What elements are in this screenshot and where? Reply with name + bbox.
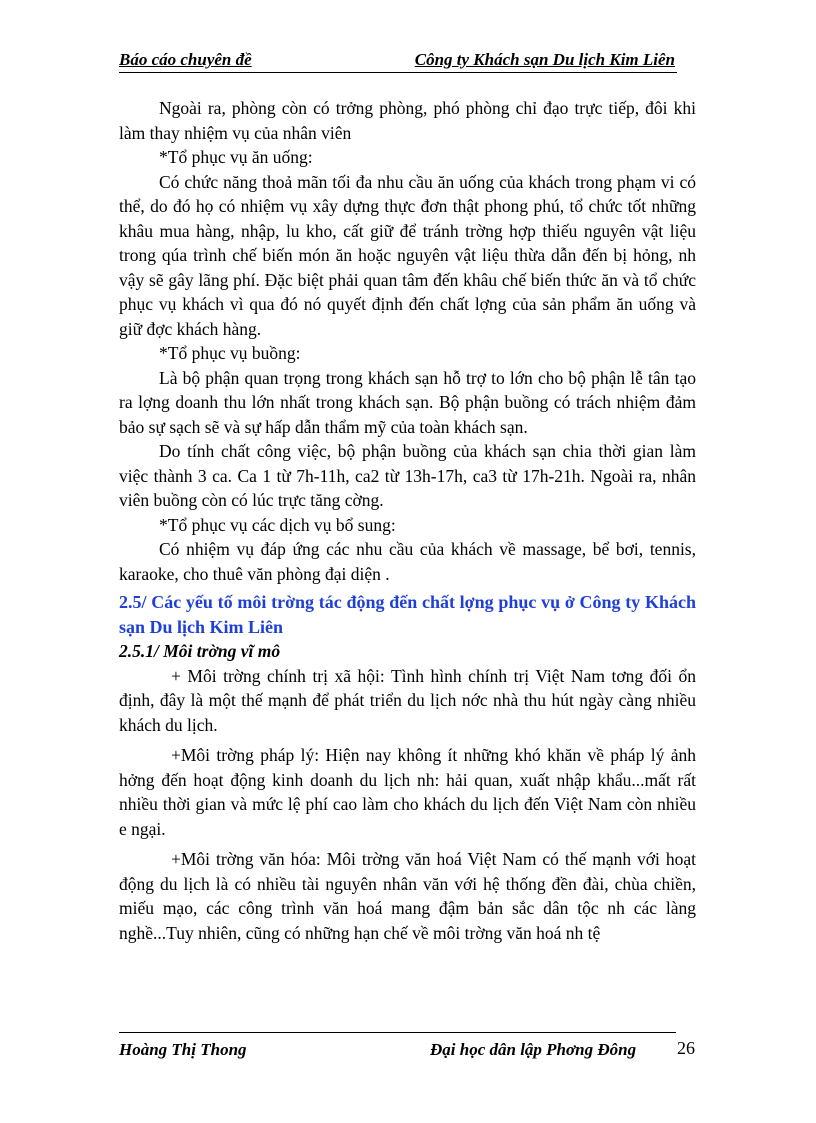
- header-rule: [119, 72, 677, 73]
- document-body: [119, 96, 696, 945]
- footer-school: Đại học dân lập Phơng Đông: [430, 1040, 637, 1059]
- paragraph: Có nhiệm vụ đáp ứng các nhu cầu của khách về massage, bể bơi, tennis, karaoke, cho thuê văn phòng đại diện .: [119, 539, 696, 584]
- section-heading: 2.5/ Các yếu tố môi trờng tác động đến chất lợng phục vụ ở Công ty Khách sạn Du lịch Kim Liên: [119, 592, 696, 637]
- paragraph: Là bộ phận quan trọng trong khách sạn hỗ trợ to lớn cho bộ phận lễ tân tạo ra lợng doanh thu lớn nhất trong khách sạn. Bộ phận buồng có trách nhiệm đảm bảo sự sạch sẽ và sự hấp dẫn thẩm mỹ của toàn khách sạn.: [119, 367, 696, 437]
- header-report-title: Báo cáo chuyên đề: [119, 50, 252, 69]
- page-header: [119, 50, 677, 76]
- header-company-name: Công ty Khách sạn Du lịch Kim Liên: [414, 50, 675, 69]
- footer-rule: [119, 1032, 676, 1033]
- paragraph: Do tính chất công việc, bộ phận buồng của khách sạn chia thời gian làm việc thành 3 ca. Ca 1 từ 7h-11h, ca2 từ 13h-17h, ca3 từ 17h-21h. Ngoài ra, nhân viên buồng còn có lúc trực tăng cờng.: [119, 441, 696, 510]
- paragraph: + Môi trờng chính trị xã hội: Tình hình chính trị Việt Nam tơng đối ổn định, đây là một thế mạnh để phát triển du lịch nớc nhà thu hút ngày càng nhiều khách du lịch.: [119, 665, 696, 735]
- paragraph: Ngoài ra, phòng còn có trởng phòng, phó phòng chỉ đạo trực tiếp, đôi khi làm thay nhiệm vụ của nhân viên: [119, 98, 696, 143]
- section-label-extra-services: *Tổ phục vụ các dịch vụ bổ sung:: [159, 514, 396, 535]
- paragraph: +Môi trờng văn hóa: Môi trờng văn hoá Việt Nam có thế mạnh với hoạt động du lịch là có nhiều tài nguyên nhân văn với hệ thống đền đài, chùa chiền, miếu mạo, các công trình văn hoá mang đậm bản sắc dân tộc nh các làng nghề...Tuy nhiên, cũng có những hạn chế về môi trờng văn hoá nh tệ: [119, 849, 696, 943]
- section-label-housekeeping: *Tổ phục vụ buồng:: [159, 343, 301, 363]
- footer-author: Hoàng Thị Thong: [119, 1040, 247, 1059]
- section-label-dining: *Tổ phục vụ ăn uống:: [159, 147, 313, 167]
- subsection-heading: 2.5.1/ Môi trờng vĩ mô: [119, 641, 281, 661]
- page-number: 26: [677, 1038, 695, 1058]
- paragraph: +Môi trờng pháp lý: Hiện nay không ít những khó khăn về pháp lý ảnh hởng đến hoạt động kinh doanh du lịch nh: hải quan, xuất nhập khẩu...mất rất nhiều thời gian và mức lệ phí cao làm cho khách du lịch đến Việt Nam còn nhiều e ngại.: [119, 745, 696, 839]
- paragraph: Có chức năng thoả mãn tối đa nhu cầu ăn uống của khách trong phạm vi có thể, do đó họ có nhiệm vụ xây dựng thực đơn thật phong phú, tổ chức tốt những khâu mua hàng, nhập, lu kho, cất giữ để tránh trờng hợp thiếu nguyên vật liệu trong qúa trình chế biến món ăn hoặc nguyên vật liệu thừa dẫn đến bị hỏng, nh vậy sẽ gây lãng phí. Đặc biệt phải quan tâm đến khâu chế biến thức ăn và tổ chức phục vụ khách vì qua đó nó quyết định đến chất lợng của sản phẩm ăn uống và giữ đợc khách hàng.: [119, 171, 696, 339]
